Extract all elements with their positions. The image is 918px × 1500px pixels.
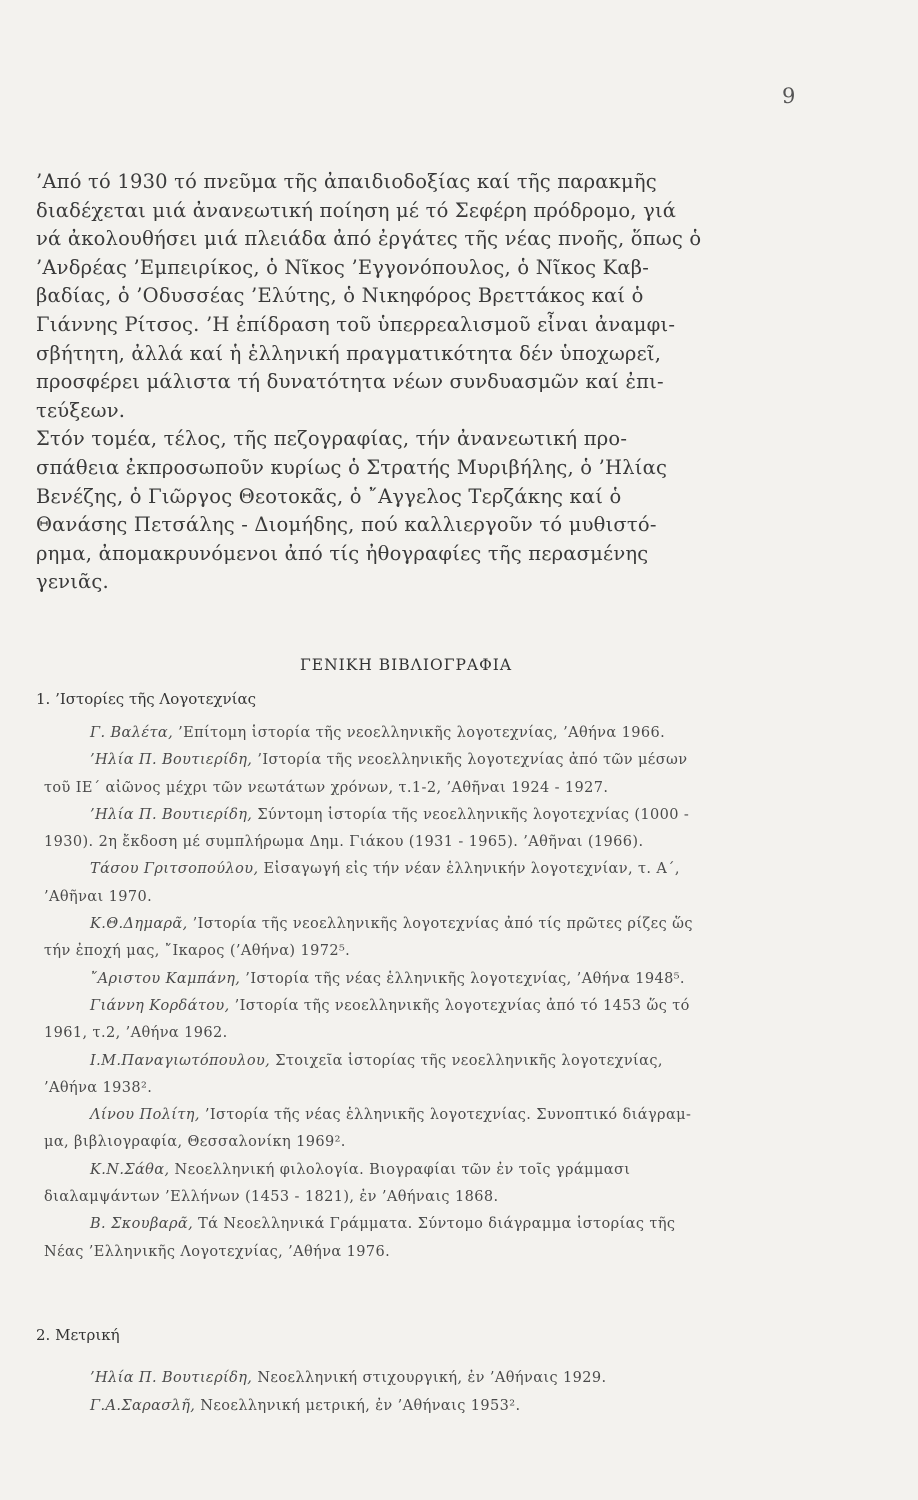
reference-author: ’Ηλία Π. Βουτιερίδη, bbox=[90, 752, 253, 769]
reference-list-histories bbox=[44, 720, 820, 1266]
reference-line bbox=[44, 938, 820, 965]
section-heading-histories: 1. ’Ιστορίες τῆς Λογοτεχνίας bbox=[36, 690, 256, 708]
reference-line bbox=[44, 1075, 820, 1102]
reference-line bbox=[44, 1184, 820, 1211]
body-line: Θανάσης Πετσάλης - Διομήδης, πού καλλιεργοῦν τό μυθιστό- bbox=[36, 513, 657, 537]
reference-line bbox=[44, 1020, 820, 1047]
reference-text: ’Ιστορία τῆς νεοελληνικῆς λογοτεχνίας ἀπό τῶν μέσων bbox=[252, 752, 688, 769]
reference-text: ’Ιστορία τῆς νέας ἑλληνικῆς λογοτεχνίας. Συνοπτικό διάγραμ- bbox=[199, 1107, 692, 1124]
reference-line bbox=[44, 802, 820, 829]
page-number: 9 bbox=[782, 84, 796, 108]
body-line: Βενέζης, ὁ Γιῶργος Θεοτοκᾶς, ὁ ῎Αγγελος Τερζάκης καί ὁ bbox=[36, 484, 622, 508]
reference-text: Νέας ’Ελληνικῆς Λογοτεχνίας, ’Αθήνα 1976. bbox=[44, 1243, 391, 1260]
reference-text: ’Ιστορία τῆς νεοελληνικῆς λογοτεχνίας ἀπό τό 1453 ὥς τό bbox=[229, 997, 690, 1014]
reference-text: τήν ἐποχή μας, ῎Ικαρος (’Αθήνα) 1972⁵. bbox=[44, 943, 351, 960]
reference-line bbox=[44, 1392, 820, 1420]
body-line: προσφέρει μάλιστα τή δυνατότητα νέων συνδυασμῶν καί ἐπι- bbox=[36, 370, 664, 394]
body-line: βαδίας, ὁ ’Οδυσσέας ’Ελύτης, ὁ Νικηφόρος Βρεττάκος καί ὁ bbox=[36, 284, 644, 308]
reference-text: 1961, τ.2, ’Αθήνα 1962. bbox=[44, 1025, 228, 1042]
reference-author: Γ. Βαλέτα, bbox=[90, 725, 174, 741]
reference-line bbox=[44, 884, 820, 911]
reference-line bbox=[44, 1157, 820, 1184]
reference-line bbox=[44, 1211, 820, 1238]
reference-author: ’Ηλία Π. Βουτιερίδη, bbox=[90, 806, 253, 823]
reference-text: Εἰσαγωγή εἰς τήν νέαν ἑλληνικήν λογοτεχνίαν, τ. Α΄, bbox=[258, 861, 680, 878]
reference-text: 1930). 2η ἔκδοση μέ συμπλήρωμα Δημ. Γιάκου (1931 - 1965). ’Αθῆναι (1966). bbox=[44, 834, 644, 851]
body-line: ’Ανδρέας ’Εμπειρίκος, ὁ Νῖκος ’Εγγονόπουλος, ὁ Νῖκος Καβ- bbox=[36, 255, 650, 279]
reference-author: Τάσου Γριτσοπούλου, bbox=[90, 861, 259, 878]
body-line: γενιᾶς. bbox=[36, 570, 109, 594]
reference-author: Κ.Θ.Δημαρᾶ, bbox=[90, 916, 188, 933]
reference-line bbox=[44, 856, 820, 883]
body-line: ρημα, ἀπομακρυνόμενοι ἀπό τίς ἠθογραφίες τῆς περασμένης bbox=[36, 541, 649, 565]
reference-author: Ι.Μ.Παναγιωτόπουλου, bbox=[90, 1052, 271, 1069]
reference-text: τοῦ ΙΕ΄ αἰῶνος μέχρι τῶν νεωτάτων χρόνων, τ.1-2, ’Αθῆναι 1924 - 1927. bbox=[44, 779, 609, 796]
reference-line bbox=[44, 829, 820, 856]
reference-author: Γ.Α.Σαρασλῆ, bbox=[90, 1398, 196, 1414]
reference-author: Λίνου Πολίτη, bbox=[90, 1107, 200, 1124]
reference-line bbox=[44, 1129, 820, 1156]
reference-line bbox=[44, 720, 820, 747]
reference-text: Τά Νεοελληνικά Γράμματα. Σύντομο διάγραμμα ἱστορίας τῆς bbox=[193, 1216, 676, 1233]
reference-text: ’Αθῆναι 1970. bbox=[44, 888, 153, 905]
reference-author: ῎Αριστου Καμπάνη, bbox=[90, 970, 241, 987]
reference-line bbox=[44, 1048, 820, 1075]
reference-text: μα, βιβλιογραφία, Θεσσαλονίκη 1969². bbox=[44, 1134, 346, 1151]
reference-text: Νεοελληνική φιλολογία. Βιογραφίαι τῶν ἐν τοῖς γράμμασι bbox=[169, 1161, 631, 1178]
reference-list-metrics bbox=[44, 1364, 820, 1420]
body-line: διαδέχεται μιά ἀνανεωτική ποίηση μέ τό Σεφέρη πρόδρομο, γιά bbox=[36, 198, 677, 222]
body-line: ’Από τό 1930 τό πνεῦμα τῆς ἀπαιδιοδοξίας καί τῆς παρακμῆς bbox=[36, 170, 657, 193]
reference-author: ’Ηλία Π. Βουτιερίδη, bbox=[90, 1370, 253, 1386]
reference-text: ’Επίτομη ἱστορία τῆς νεοελληνικῆς λογοτεχνίας, ’Αθήνα 1966. bbox=[173, 725, 666, 741]
reference-author: Κ.Ν.Σάθα, bbox=[90, 1161, 170, 1178]
reference-text: Σύντομη ἱστορία τῆς νεοελληνικῆς λογοτεχνίας (1000 - bbox=[252, 806, 690, 823]
body-text bbox=[36, 168, 826, 597]
reference-line bbox=[44, 993, 820, 1020]
body-line: Γιάννης Ρίτσος. ’Η ἐπίδραση τοῦ ὑπερρεαλισμοῦ εἶναι ἀναμφι- bbox=[36, 312, 676, 336]
reference-line bbox=[44, 775, 820, 802]
reference-author: Γιάννη Κορδάτου, bbox=[90, 997, 230, 1014]
reference-line bbox=[44, 1102, 820, 1129]
reference-text: ’Αθήνα 1938². bbox=[44, 1079, 153, 1096]
body-line: Στόν τομέα, τέλος, τῆς πεζογραφίας, τήν ἀνανεωτική προ- bbox=[36, 427, 628, 451]
reference-text: διαλαμψάντων ’Ελλήνων (1453 - 1821), ἐν ’Αθήναις 1868. bbox=[44, 1189, 499, 1206]
reference-line bbox=[44, 966, 820, 993]
reference-text: Νεοελληνική μετρική, ἐν ’Αθήναις 1953². bbox=[195, 1398, 521, 1414]
reference-text: Στοιχεῖα ἱστορίας τῆς νεοελληνικῆς λογοτεχνίας, bbox=[270, 1052, 663, 1069]
body-line: νά ἀκολουθήσει μιά πλειάδα ἀπό ἐργάτες τῆς νέας πνοῆς, ὅπως ὁ bbox=[36, 227, 702, 251]
reference-text: Νεοελληνική στιχουργική, ἐν ’Αθήναις 1929. bbox=[252, 1370, 607, 1386]
body-line: σβήτητη, ἀλλά καί ἡ ἑλληνική πραγματικότητα δέν ὑποχωρεῖ, bbox=[36, 341, 662, 365]
section-heading-metrics: 2. Μετρική bbox=[36, 1326, 120, 1344]
reference-text: ’Ιστορία τῆς νέας ἑλληνικῆς λογοτεχνίας, ’Αθήνα 1948⁵. bbox=[240, 970, 685, 987]
reference-line bbox=[44, 911, 820, 938]
reference-line bbox=[44, 1364, 820, 1392]
reference-line bbox=[44, 1239, 820, 1266]
body-line: τεύξεων. bbox=[36, 398, 126, 422]
reference-line bbox=[44, 747, 820, 774]
reference-author: Β. Σκουβαρᾶ, bbox=[90, 1216, 194, 1233]
body-line: σπάθεια ἐκπροσωποῦν κυρίως ὁ Στρατής Μυριβήλης, ὁ ’Ηλίας bbox=[36, 455, 668, 479]
bibliography-heading: ΓΕΝΙΚΗ ΒΙΒΛΙΟΓΡΑΦΙΑ bbox=[300, 656, 513, 674]
reference-text: ’Ιστορία τῆς νεοελληνικῆς λογοτεχνίας ἀπό τίς πρῶτες ρίζες ὥς bbox=[187, 916, 693, 933]
